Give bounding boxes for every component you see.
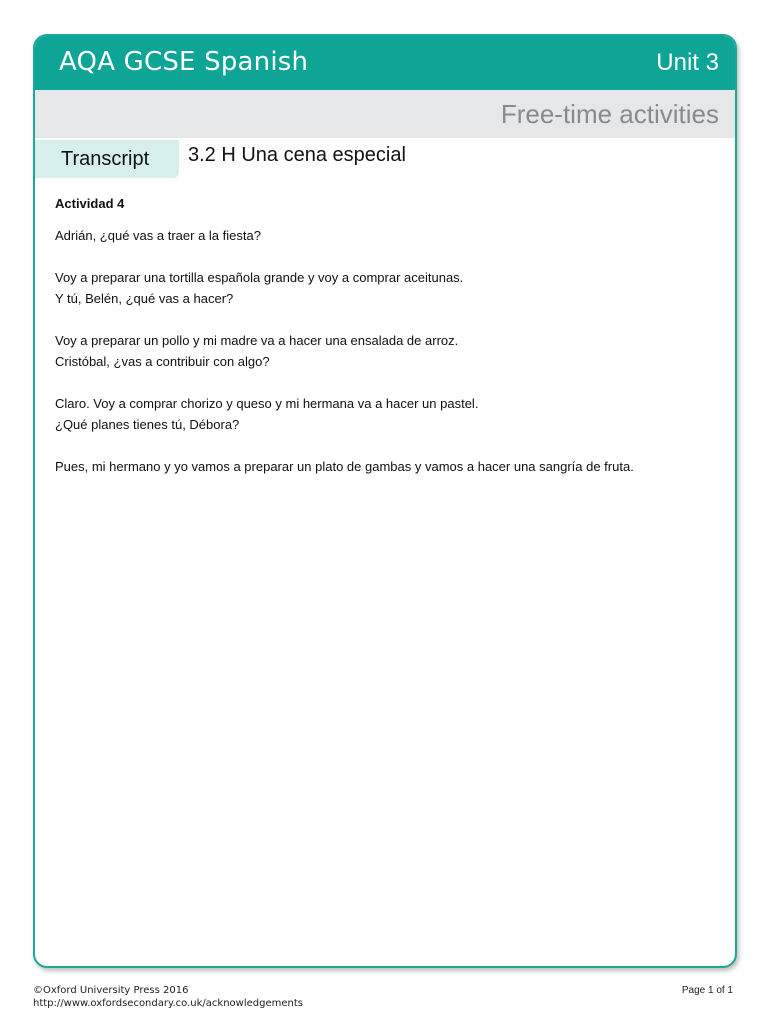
page-number: Page 1 of 1 <box>681 985 733 996</box>
acknowledgements-url: http://www.oxfordsecondary.co.uk/acknowledgements <box>33 998 303 1009</box>
course-title: AQA GCSE Spanish <box>59 47 309 77</box>
dialogue-line: Cristóbal, ¿vas a contribuir con algo? <box>55 354 270 369</box>
transcript-tab-label: Transcript <box>61 148 150 170</box>
activity-heading: Actividad 4 <box>55 196 125 211</box>
footer-credits <box>33 984 303 1010</box>
dialogue-line: Y tú, Belén, ¿qué vas a hacer? <box>55 291 234 306</box>
transcript-tab <box>35 140 179 178</box>
dialogue-paragraph <box>55 330 715 372</box>
dialogue-line: Adrián, ¿qué vas a traer a la fiesta? <box>55 228 261 243</box>
dialogue-line: Voy a preparar una tortilla española grande y voy a comprar aceitunas. <box>55 270 464 285</box>
lesson-title: 3.2 H Una cena especial <box>188 144 406 166</box>
unit-label: Unit 3 <box>656 49 719 76</box>
copyright-text: ©Oxford University Press 2016 <box>33 985 189 996</box>
dialogue-line: Claro. Voy a comprar chorizo y queso y mi hermana va a hacer un pastel. <box>55 396 479 411</box>
dialogue-line: Voy a preparar un pollo y mi madre va a hacer una ensalada de arroz. <box>55 333 459 348</box>
transcript-body <box>55 196 715 498</box>
topic-bar <box>35 90 735 138</box>
topic-title: Free-time activities <box>500 99 719 129</box>
dialogue-paragraph <box>55 267 715 309</box>
dialogue-line: ¿Qué planes tienes tú, Débora? <box>55 417 240 432</box>
dialogue-line: Pues, mi hermano y yo vamos a preparar un plato de gambas y vamos a hacer una sangría de fruta. <box>55 459 634 474</box>
dialogue-paragraph <box>55 225 715 246</box>
worksheet-card <box>33 34 737 968</box>
dialogue-paragraph <box>55 456 715 477</box>
header-bar <box>35 36 735 90</box>
dialogue-paragraph <box>55 393 715 435</box>
